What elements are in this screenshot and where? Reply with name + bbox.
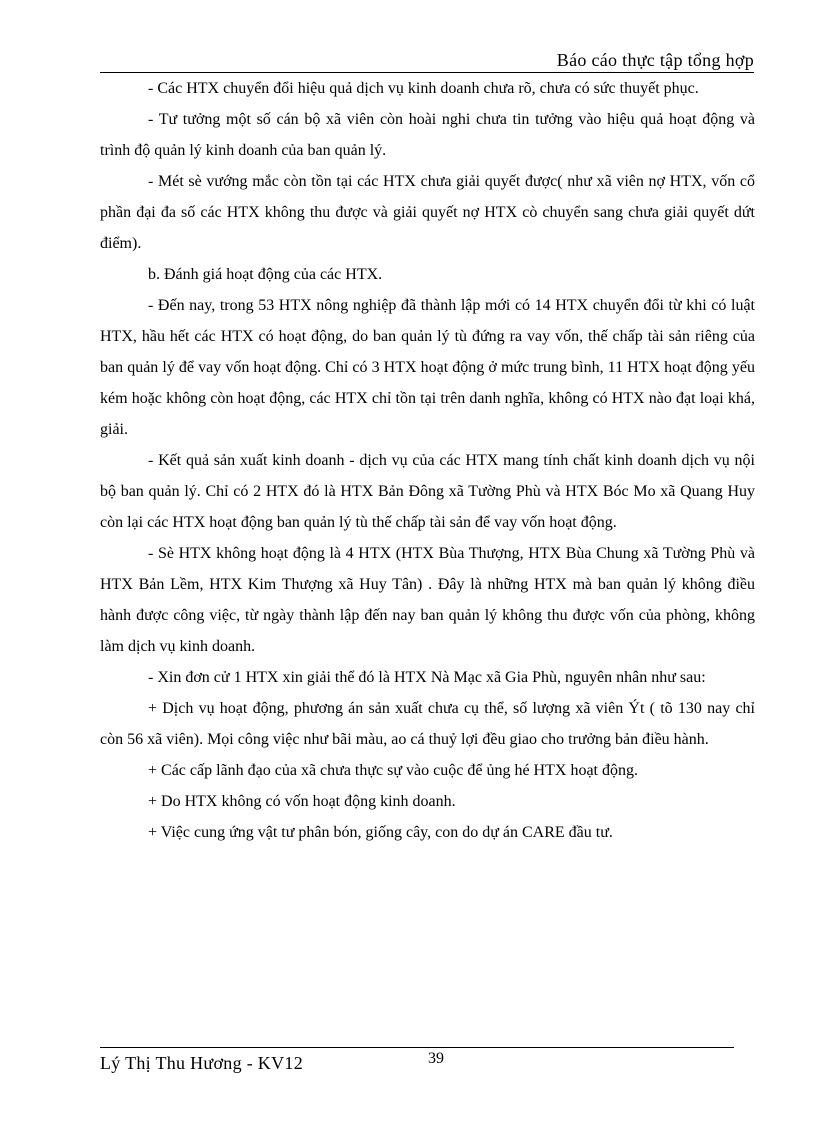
header-title: Báo cáo thực tập tổng hợp xyxy=(556,50,754,70)
paragraph: - Tư tưởng một số cán bộ xã viên còn hoài nghi chưa tin tưởng vào hiệu quả hoạt động và trình độ quản lý kinh doanh của ban quản lý. xyxy=(100,111,755,159)
list-item: + Dịch vụ hoạt động, phương án sản xuất chưa cụ thể, số lượng xã viên Ýt ( tõ 130 nay chỉ còn 56 xã viên). Mọi công việc như bãi màu, ao cá thuỷ lợi đều giao cho trưởng bản điều hành. xyxy=(100,700,755,748)
page-number: 39 xyxy=(428,1050,444,1067)
paragraph: - Mét sè vướng mắc còn tồn tại các HTX chưa giải quyết được( như xã viên nợ HTX, vốn cổ phần đại đa số các HTX không thu được và giải quyết nợ HTX cò chuyển sang chưa giải quyết dứt điểm). xyxy=(100,173,755,252)
paragraph: - Kết quả sản xuất kinh doanh - dịch vụ của các HTX mang tính chất kinh doanh dịch vụ nội bộ ban quản lý. Chỉ có 2 HTX đó là HTX Bản Đông xã Tường Phù và HTX Bóc Mo xã Quang Huy còn lại các HTX hoạt động ban quản lý tù thế chấp tài sản để vay vốn hoạt động. xyxy=(100,452,755,531)
list-item: + Việc cung ứng vật tư phân bón, giống cây, con do dự án CARE đầu tư. xyxy=(148,824,613,841)
list-item: + Các cấp lãnh đạo của xã chưa thực sự vào cuộc để ủng hé HTX hoạt động. xyxy=(148,762,638,779)
footer-author: Lý Thị Thu Hương - KV12 xyxy=(100,1053,304,1073)
paragraph: - Sè HTX không hoạt động là 4 HTX (HTX Bùa Thượng, HTX Bùa Chung xã Tường Phù và HTX Bản Lềm, HTX Kim Thượng xã Huy Tân) . Đây là những HTX mà ban quản lý không điều hành được công việc, từ ngày thành lập đến nay ban quản lý không thu được vốn của phòng, không làm dịch vụ kinh doanh. xyxy=(100,545,755,655)
page-header xyxy=(100,48,754,73)
paragraph: - Xin đơn cử 1 HTX xin giải thể đó là HTX Nà Mạc xã Gia Phù, nguyên nhân như sau: xyxy=(148,669,706,686)
paragraph: - Đến nay, trong 53 HTX nông nghiệp đã thành lập mới có 14 HTX chuyển đổi từ khi có luật HTX, hầu hết các HTX có hoạt động, do ban quản lý tù đứng ra vay vốn, thế chấp tài sản riêng của ban quản lý để vay vốn hoạt động. Chỉ có 3 HTX hoạt động ở mức trung bình, 11 HTX hoạt động yếu kém hoặc không còn hoạt động, các HTX chỉ tồn tại trên danh nghĩa, không có HTX nào đạt loại khá, giải. xyxy=(100,297,755,438)
paragraph: - Các HTX chuyển đổi hiệu quả dịch vụ kinh doanh chưa rõ, chưa có sức thuyết phục. xyxy=(148,80,699,97)
document-body xyxy=(100,73,755,848)
footer-divider xyxy=(100,1047,734,1048)
section-heading: b. Đánh giá hoạt động của các HTX. xyxy=(148,266,383,283)
list-item: + Do HTX không có vốn hoạt động kinh doanh. xyxy=(148,793,456,810)
